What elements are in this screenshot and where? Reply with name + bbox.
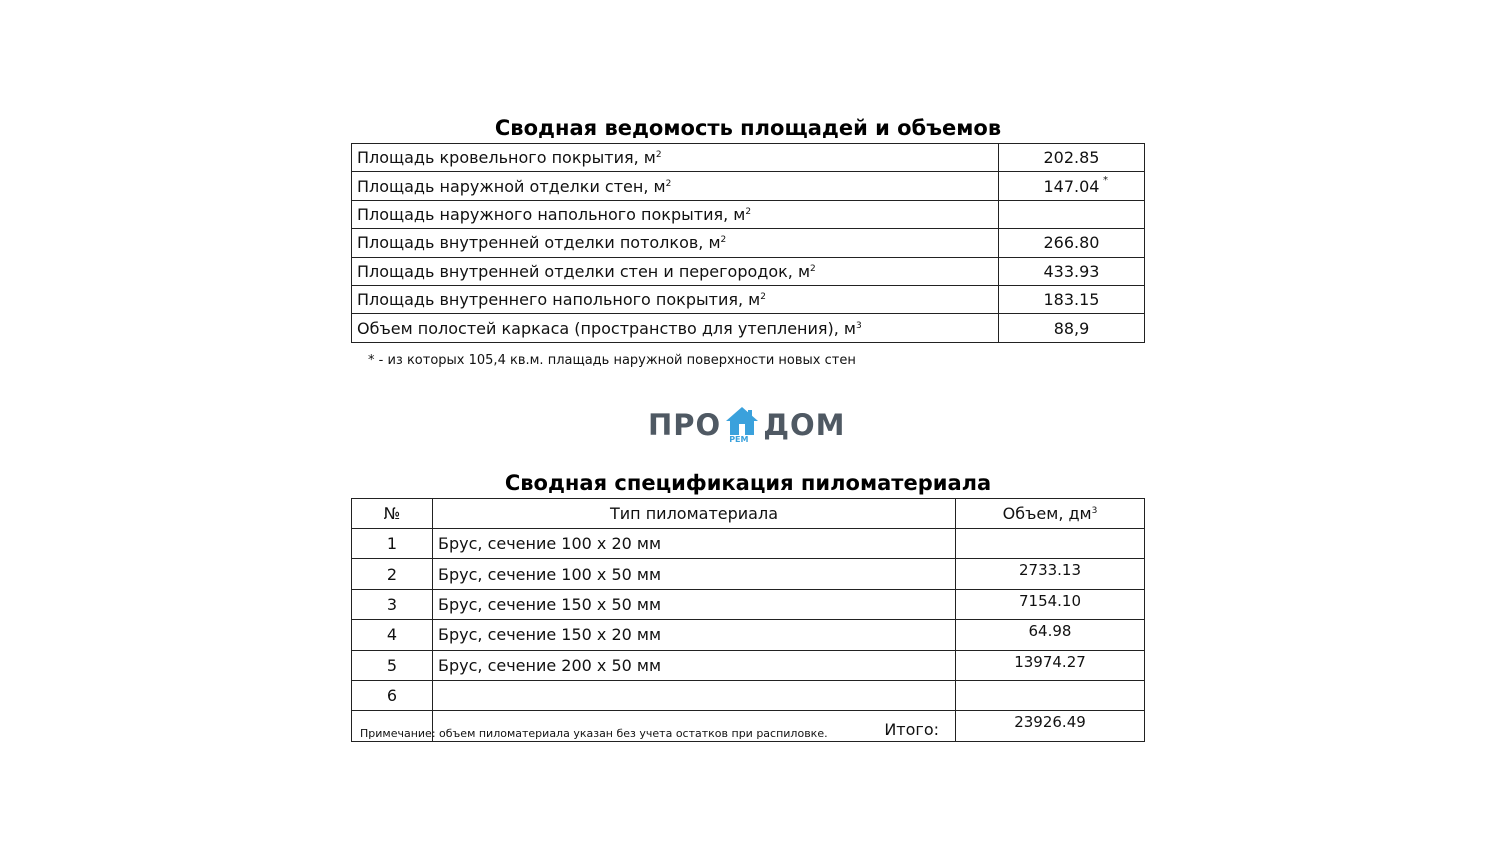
areas-label: [352, 257, 999, 285]
areas-label: [352, 285, 999, 313]
logo: [648, 404, 846, 446]
row-volume: 2733.13: [956, 559, 1145, 589]
header-type: Тип пиломатериала: [433, 499, 956, 529]
logo-left-text: ПРО: [648, 408, 722, 442]
header-volume: [956, 499, 1145, 529]
unit-sup: 2: [665, 178, 672, 189]
unit-sup: 2: [720, 235, 727, 246]
areas-value: [999, 285, 1145, 313]
header-num: №: [352, 499, 433, 529]
areas-value: [999, 229, 1145, 257]
row-num: 2: [352, 559, 433, 589]
row-type: Брус, сечение 100 х 20 мм: [433, 529, 956, 559]
lumber-header-row: [352, 499, 1145, 529]
areas-table: [351, 143, 1145, 343]
unit-sup: 3: [856, 320, 862, 331]
lumber-table: [351, 498, 1145, 742]
unit-sup: 2: [810, 263, 816, 274]
areas-label-text: Площадь внутренней отделки потолков, м: [357, 233, 721, 253]
areas-label-text: Площадь внутреннего напольного покрытия, м: [357, 290, 761, 310]
row-num: 1: [352, 529, 433, 559]
row-volume: 13974.27: [956, 650, 1145, 680]
areas-row: [352, 314, 1145, 342]
lumber-title: Сводная спецификация пиломатериала: [504, 471, 992, 495]
footnote-mark: *: [1103, 175, 1108, 187]
areas-row: [352, 144, 1145, 172]
row-volume: 64.98: [956, 620, 1145, 650]
areas-label-text: Площадь внутренней отделки стен и перегородок, м: [357, 261, 811, 281]
unit-sup: 2: [745, 206, 752, 217]
row-type: [433, 680, 956, 710]
areas-value: [999, 257, 1145, 285]
areas-footnote: * - из которых 105,4 кв.м. плащадь наружной поверхности новых стен: [368, 353, 856, 368]
areas-label-text: Площадь наружного напольного покрытия, м: [357, 204, 746, 224]
areas-label: [352, 229, 999, 257]
row-num: 5: [352, 650, 433, 680]
areas-label: [352, 144, 999, 172]
row-type: Брус, сечение 150 х 20 мм: [433, 620, 956, 650]
areas-value-text: 202.85: [1043, 148, 1100, 168]
lumber-row: [352, 589, 1145, 619]
areas-value-text: 183.15: [1043, 290, 1100, 310]
areas-row: [352, 285, 1145, 313]
row-num: 3: [352, 589, 433, 619]
house-icon: [724, 405, 760, 445]
areas-label-text: Площадь наружной отделки стен, м: [357, 176, 666, 196]
areas-label-text: Площадь кровельного покрытия, м: [357, 148, 656, 168]
lumber-row: [352, 650, 1145, 680]
unit-sup: 2: [760, 292, 766, 303]
areas-title: Сводная ведомость площадей и объемов: [494, 116, 1002, 140]
areas-label: [352, 172, 999, 200]
areas-value-text: 88,9: [1053, 318, 1090, 338]
unit-sup: 2: [655, 150, 662, 161]
lumber-row: [352, 680, 1145, 710]
total-label: Итого:: [433, 711, 956, 741]
logo-small-text: РЕМ: [729, 435, 749, 444]
lumber-row: [352, 620, 1145, 650]
logo-right-text: ДОМ: [763, 408, 846, 442]
header-volume-sup: 3: [1091, 506, 1098, 516]
row-num: 6: [352, 680, 433, 710]
areas-value-text: 147.04: [1043, 176, 1100, 196]
lumber-row: [352, 529, 1145, 559]
areas-value: [999, 200, 1145, 228]
areas-row: [352, 229, 1145, 257]
row-volume: 7154.10: [956, 589, 1145, 619]
areas-row: [352, 257, 1145, 285]
areas-row: [352, 172, 1145, 200]
areas-value: [999, 314, 1145, 342]
row-volume: [956, 680, 1145, 710]
areas-label: [352, 314, 999, 342]
lumber-note: Примечание: объем пиломатериала указан без учета остатков при распиловке.: [360, 727, 828, 740]
areas-label-text: Объем полостей каркаса (пространство для утепления), м: [357, 318, 856, 338]
row-type: Брус, сечение 150 х 50 мм: [433, 589, 956, 619]
areas-value: [999, 144, 1145, 172]
areas-value-text: 266.80: [1043, 233, 1100, 253]
areas-label: [352, 200, 999, 228]
areas-value: [999, 172, 1145, 200]
row-num: 4: [352, 620, 433, 650]
row-type: Брус, сечение 200 х 50 мм: [433, 650, 956, 680]
row-type: Брус, сечение 100 х 50 мм: [433, 559, 956, 589]
total-value: 23926.49: [956, 711, 1145, 741]
lumber-row: [352, 559, 1145, 589]
areas-value-text: 433.93: [1043, 261, 1100, 281]
header-volume-label: Объем, дм: [1002, 504, 1092, 523]
areas-row: [352, 200, 1145, 228]
row-volume: [956, 529, 1145, 559]
